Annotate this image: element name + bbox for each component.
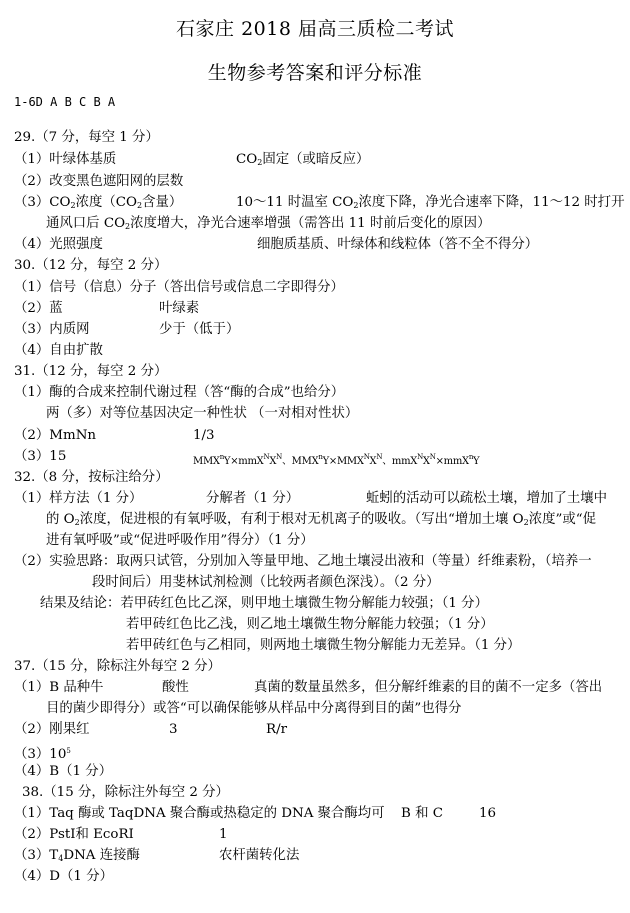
q32-answer-1d: 的 $O_2$浓度，促进根的有氧呼吸，有利于根对无机离子的吸收。（写出“增加土壤 $O_2$浓度”或“促 (46, 512, 596, 527)
q29-answer-3b: 10～11 时温室 $CO_2$浓度下降，净光合速率下降，11～12 时打开 (236, 195, 625, 210)
page-title: 石家庄 2018 届高三质检二考试 (176, 18, 454, 40)
mc-answers: 1-6D A B C B A (14, 95, 116, 109)
q32-result-2: 若甲砖红色比乙浅，则乙地土壤微生物分解能力较强；（1 分） (126, 617, 494, 632)
q29-header: 29.（7 分，每空 1 分） (14, 130, 159, 145)
q30-answer-3a: （3）内质网 (14, 322, 90, 337)
q31-genotypes: $MMX^nY\times mmX^NX^N$、$MMX^nY\times MMX^NX^N$、$mmX^NX^N\times mmX^nY$ (193, 453, 480, 467)
q29-answer-3c: 通风口后 $CO_2$浓度增大，净光合速率增强（需答出 11 时前后变化的原因） (46, 216, 491, 231)
q30-answer-2a: （2）蓝 (14, 301, 63, 316)
q30-answer-2b: 叶绿素 (159, 301, 200, 316)
page-subtitle: 生物参考答案和评分标准 (207, 62, 423, 84)
q29-answer-2: （2）改变黑色遮阳网的层数 (14, 174, 184, 189)
q29-answer-3a: $(3)CO_2$浓度（$CO_2$含量） (14, 195, 183, 210)
q38-answer-1a: （1）Taq 酶或 TaqDNA 聚合酶或热稳定的 DNA 聚合酶均可 (14, 806, 385, 821)
q37-answer-1a: （1）B 品种牛 (14, 680, 104, 695)
q37-answer-3: $(3)10^5$ (14, 747, 71, 762)
q38-answer-1b: B 和 C (401, 806, 443, 821)
q32-answer-1a: （1）样方法（1 分） (14, 491, 143, 506)
q30-header: 30.（12 分，每空 2 分） (14, 258, 168, 273)
q30-answer-1: （1）信号（信息）分子（答出信号或信息二字即得分） (14, 280, 344, 295)
q38-answer-3b: 农杆菌转化法 (219, 848, 300, 863)
q37-answer-4: （4）B（1 分） (14, 764, 113, 779)
q37-header: 37.（15 分，除标注外每空 2 分） (14, 659, 221, 674)
q31-answer-3a: （3）15 (14, 449, 67, 464)
q32-result-1: 结果及结论：若甲砖红色比乙深，则甲地土壤微生物分解能力较强；（1 分） (40, 596, 488, 611)
q30-answer-4: （4）自由扩散 (14, 343, 103, 358)
q31-answer-2b: 1/3 (193, 428, 215, 443)
q29-answer-1a: （1）叶绿体基质 (14, 152, 117, 167)
q32-header: 32.（8 分，按标注给分） (14, 470, 169, 485)
q38-answer-2b: 1 (219, 827, 228, 842)
q37-answer-1b: 酸性 (162, 680, 189, 695)
q29-answer-4a: （4）光照强度 (14, 237, 103, 252)
q31-answer-1: （1）酶的合成来控制代谢过程（答“酶的合成”也给分） (14, 385, 345, 400)
q37-answer-1d: 目的菌少即得分）或答“可以确保能够从样品中分离得到目的菌”也得分 (46, 701, 462, 716)
q32-answer-1c: 蚯蚓的活动可以疏松土壤，增加了土壤中 (366, 491, 608, 506)
q31-answer-2a: （2）MmNn (14, 428, 97, 443)
q32-answer-1e: 进有氧呼吸”或“促进呼吸作用”得分）（1 分） (46, 533, 314, 548)
q38-header: 38.（15 分，除标注外每空 2 分） (22, 785, 229, 800)
q38-answer-1c: 16 (479, 806, 497, 821)
q30-answer-3b: 少于（低于） (159, 322, 240, 337)
q38-answer-4: （4）D（1 分） (14, 869, 113, 884)
q38-answer-2a: （2）PstⅠ和 EcoRⅠ (14, 827, 134, 842)
q29-answer-4b: 细胞质基质、叶绿体和线粒体（答不全不得分） (257, 237, 539, 252)
q32-answer-2a: （2）实验思路：取两只试管，分别加入等量甲地、乙地土壤浸出液和（等量）纤维素粉，（培养一 (14, 554, 592, 569)
q31-answer-1b: 两（多）对等位基因决定一种性状 （一对相对性状） (46, 406, 359, 421)
q37-answer-2b: 3 (169, 722, 178, 737)
q37-answer-2c: R/r (266, 722, 287, 737)
q32-result-3: 若甲砖红色与乙相同，则两地土壤微生物分解能力无差异。（1 分） (126, 638, 521, 653)
q37-answer-2a: （2）刚果红 (14, 722, 90, 737)
q32-answer-2b: 段时间后）用斐林试剂检测（比较两者颜色深浅）。（2 分） (92, 575, 440, 590)
q31-header: 31.（12 分，每空 2 分） (14, 364, 168, 379)
q37-answer-1c: 真菌的数量虽然多，但分解纤维素的目的菌不一定多（答出 (254, 680, 603, 695)
q38-answer-3a: $(3)T_4DNA$ 连接酶 (14, 848, 140, 863)
q29-answer-1b: $CO_2$固定（或暗反应） (236, 152, 370, 167)
q32-answer-1b: 分解者（1 分） (206, 491, 300, 506)
